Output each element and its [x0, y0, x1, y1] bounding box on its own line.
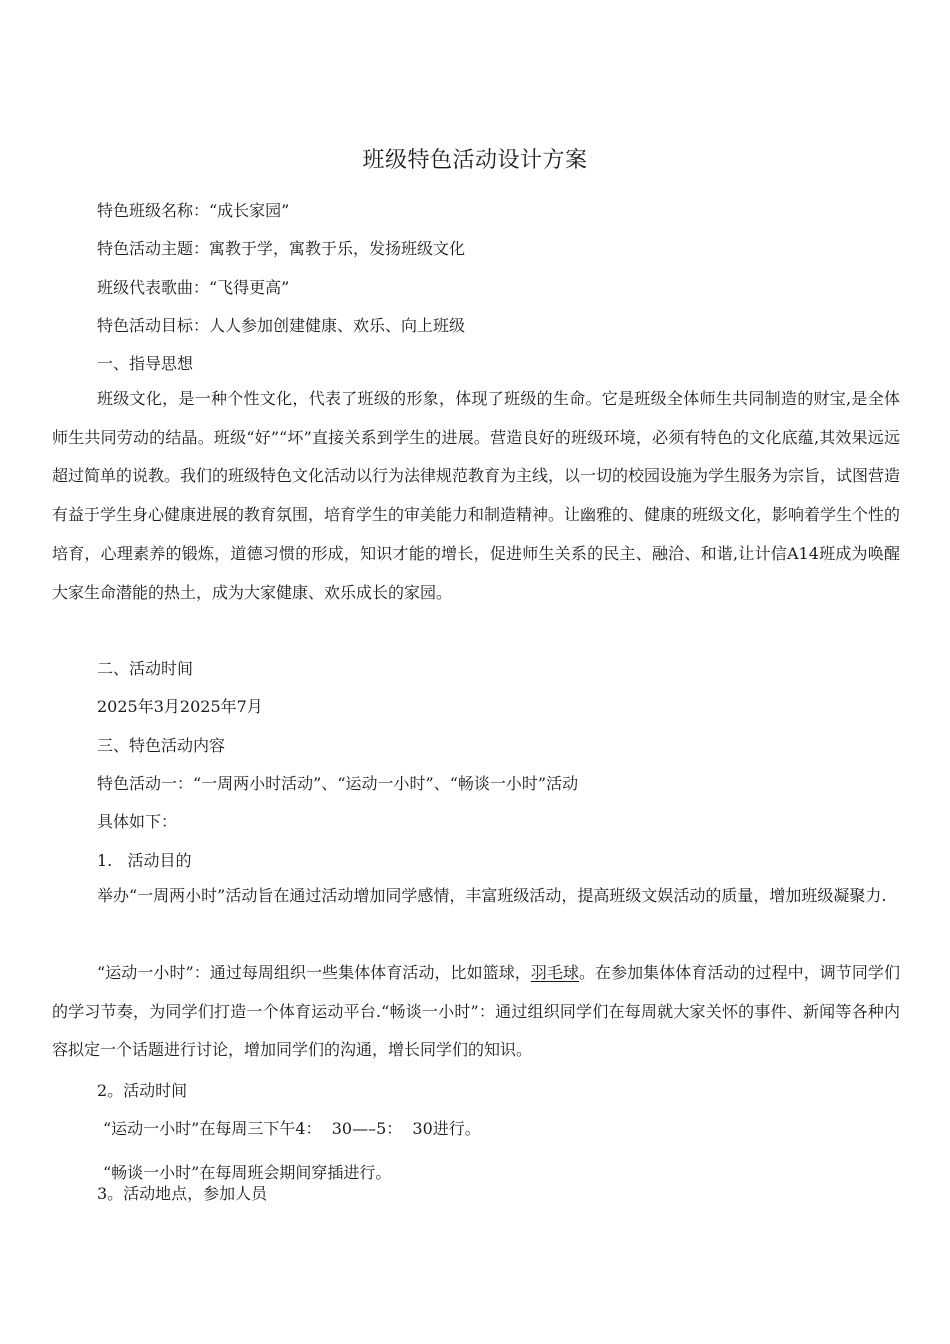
section-heading-activity-time: 二、活动时间: [97, 659, 194, 678]
guiding-thought-paragraph: 班级文化，是一种个性文化，代表了班级的形象，体现了班级的生命。它是班级全体师生共同制造的财宝,是全体师生共同劳动的结晶。班级“好”“坏”直接关系到学生的进展。营造良好的班级环境，必须有特色的文化底蕴,其效果远远超过简单的说教。我们的班级特色文化活动以行为法律规范教育为主线，以一切的校园设施为学生服务为宗旨，试图营造有益于学生身心健康进展的教育氛围，培育学生的审美能力和制造精神。让幽雅的、健康的班级文化，影响着学生个性的培育，心理素养的锻炼，道德习惯的形成，知识才能的增长，促进师生关系的民主、融洽、和谐,让计信A14班成为唤醒大家生命潜能的热土，成为大家健康、欢乐成长的家园。: [52, 389, 901, 602]
activity-time-range: 2025年3月2025年7月: [97, 697, 263, 716]
subheading-activity-time: 2。活动时间: [97, 1081, 188, 1100]
document-title: 班级特色活动设计方案: [362, 148, 588, 173]
activity-description-part-2: 。在参加集体体育活动的过程中，调节同学们的学习节奏，为同学们打造一个体育运动平台.“畅谈一小时”：通过组织同学们在每周就大家关怀的事件、新闻等各种内容拟定一个话题进行讨论，增加同学们的沟通，增长同学们的知识。: [52, 963, 900, 1060]
section-heading-activity-content: 三、特色活动内容: [97, 736, 226, 755]
activity-one-line: 特色活动一：“一周两小时活动”、“运动一小时”、“畅谈一小时”活动: [97, 774, 579, 793]
class-name-line: 特色班级名称：“成长家园”: [97, 201, 290, 220]
activity-purpose-paragraph: 举办“一周两小时”活动旨在通过活动增加同学感情，丰富班级活动，提高班级文娱活动的质量，增加班级凝聚力.: [97, 886, 887, 905]
goal-line: 特色活动目标：人人参加创建健康、欢乐、向上班级: [97, 316, 466, 335]
talk-hour-schedule: “畅谈一小时”在每周班会期间穿插进行。: [103, 1163, 392, 1182]
activity-description-part-1: “运动一小时”：通过每周组织一些集体体育活动，比如篮球，: [97, 963, 531, 982]
sports-hour-schedule: “运动一小时”在每周三下午4： 30—–5： 30进行。: [103, 1119, 481, 1138]
badminton-link[interactable]: 羽毛球: [530, 963, 579, 982]
song-line: 班级代表歌曲：“飞得更高”: [97, 278, 290, 297]
activity-description-paragraph: [52, 954, 900, 1070]
subheading-activity-purpose: 1. 活动目的: [97, 851, 192, 870]
details-intro-line: 具体如下：: [97, 812, 178, 831]
subheading-location-participants: 3。活动地点，参加人员: [97, 1184, 268, 1203]
theme-line: 特色活动主题：寓教于学，寓教于乐，发扬班级文化: [97, 239, 466, 258]
section-heading-guiding-thought: 一、指导思想: [97, 354, 194, 373]
